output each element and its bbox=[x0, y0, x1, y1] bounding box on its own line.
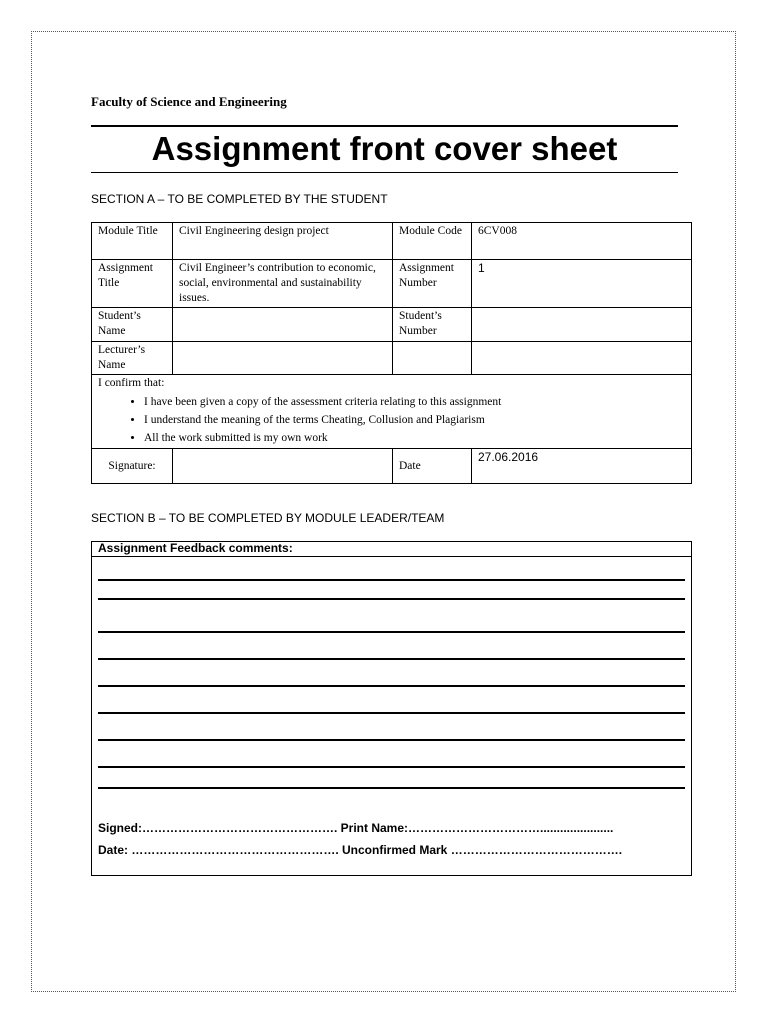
student-number-field[interactable] bbox=[472, 308, 692, 342]
assignment-number-label: Assignment Number bbox=[393, 260, 472, 308]
module-code-field[interactable]: 6CV008 bbox=[472, 223, 692, 260]
lecturer-name-label: Lecturer’s Name bbox=[92, 342, 173, 375]
confirmation-block bbox=[92, 375, 692, 449]
assignment-title-field[interactable]: Civil Engineer’s contribution to economic, social, environmental and sustainability issues. bbox=[173, 260, 393, 308]
empty-cell bbox=[472, 342, 692, 375]
empty-cell bbox=[393, 342, 472, 375]
confirm-item: • I have been given a copy of the assessment criteria relating to this assignment bbox=[144, 393, 685, 411]
signature-field[interactable] bbox=[173, 449, 393, 484]
date-field[interactable]: 27.06.2016 bbox=[472, 449, 692, 484]
signature-label: Signature: bbox=[92, 449, 173, 484]
assignment-number-field[interactable]: 1 bbox=[472, 260, 692, 308]
title-rule-bottom bbox=[91, 172, 678, 173]
page-title: Assignment front cover sheet bbox=[151, 130, 618, 167]
confirm-item: • I understand the meaning of the terms Cheating, Collusion and Plagiarism bbox=[144, 411, 685, 429]
section-a-heading: SECTION A – TO BE COMPLETED BY THE STUDENT bbox=[91, 192, 388, 206]
feedback-line[interactable] bbox=[98, 598, 685, 600]
section-b-heading: SECTION B – TO BE COMPLETED BY MODULE LEADER/TEAM bbox=[91, 511, 445, 525]
feedback-line[interactable] bbox=[98, 631, 685, 633]
signed-print-name-line[interactable]: Signed:…………………………………………. Print Name:……………………………...................... bbox=[98, 821, 614, 835]
module-title-field[interactable]: Civil Engineering design project bbox=[173, 223, 393, 260]
feedback-line[interactable] bbox=[98, 579, 685, 581]
module-title-label: Module Title bbox=[92, 223, 173, 260]
feedback-box bbox=[91, 541, 692, 876]
feedback-line[interactable] bbox=[98, 658, 685, 660]
date-label: Date bbox=[393, 449, 472, 484]
student-details-table bbox=[91, 222, 692, 484]
faculty-name: Faculty of Science and Engineering bbox=[91, 94, 287, 109]
feedback-line[interactable] bbox=[98, 712, 685, 714]
confirm-item: • All the work submitted is my own work bbox=[144, 429, 685, 447]
feedback-label: Assignment Feedback comments: bbox=[92, 542, 691, 557]
module-code-label: Module Code bbox=[393, 223, 472, 260]
feedback-line[interactable] bbox=[98, 685, 685, 687]
student-name-label: Student’s Name bbox=[92, 308, 173, 342]
assignment-title-label: Assignment Title bbox=[92, 260, 173, 308]
date-mark-line[interactable]: Date: ……………………………………………. Unconfirmed Mark ……………………………………. bbox=[98, 843, 623, 857]
confirm-intro: I confirm that: bbox=[98, 377, 165, 389]
title-rule-top bbox=[91, 125, 678, 127]
feedback-line[interactable] bbox=[98, 766, 685, 768]
feedback-line[interactable] bbox=[98, 739, 685, 741]
student-name-field[interactable] bbox=[173, 308, 393, 342]
feedback-line[interactable] bbox=[98, 787, 685, 789]
lecturer-name-field[interactable] bbox=[173, 342, 393, 375]
student-number-label: Student’s Number bbox=[393, 308, 472, 342]
confirm-list bbox=[98, 393, 685, 447]
